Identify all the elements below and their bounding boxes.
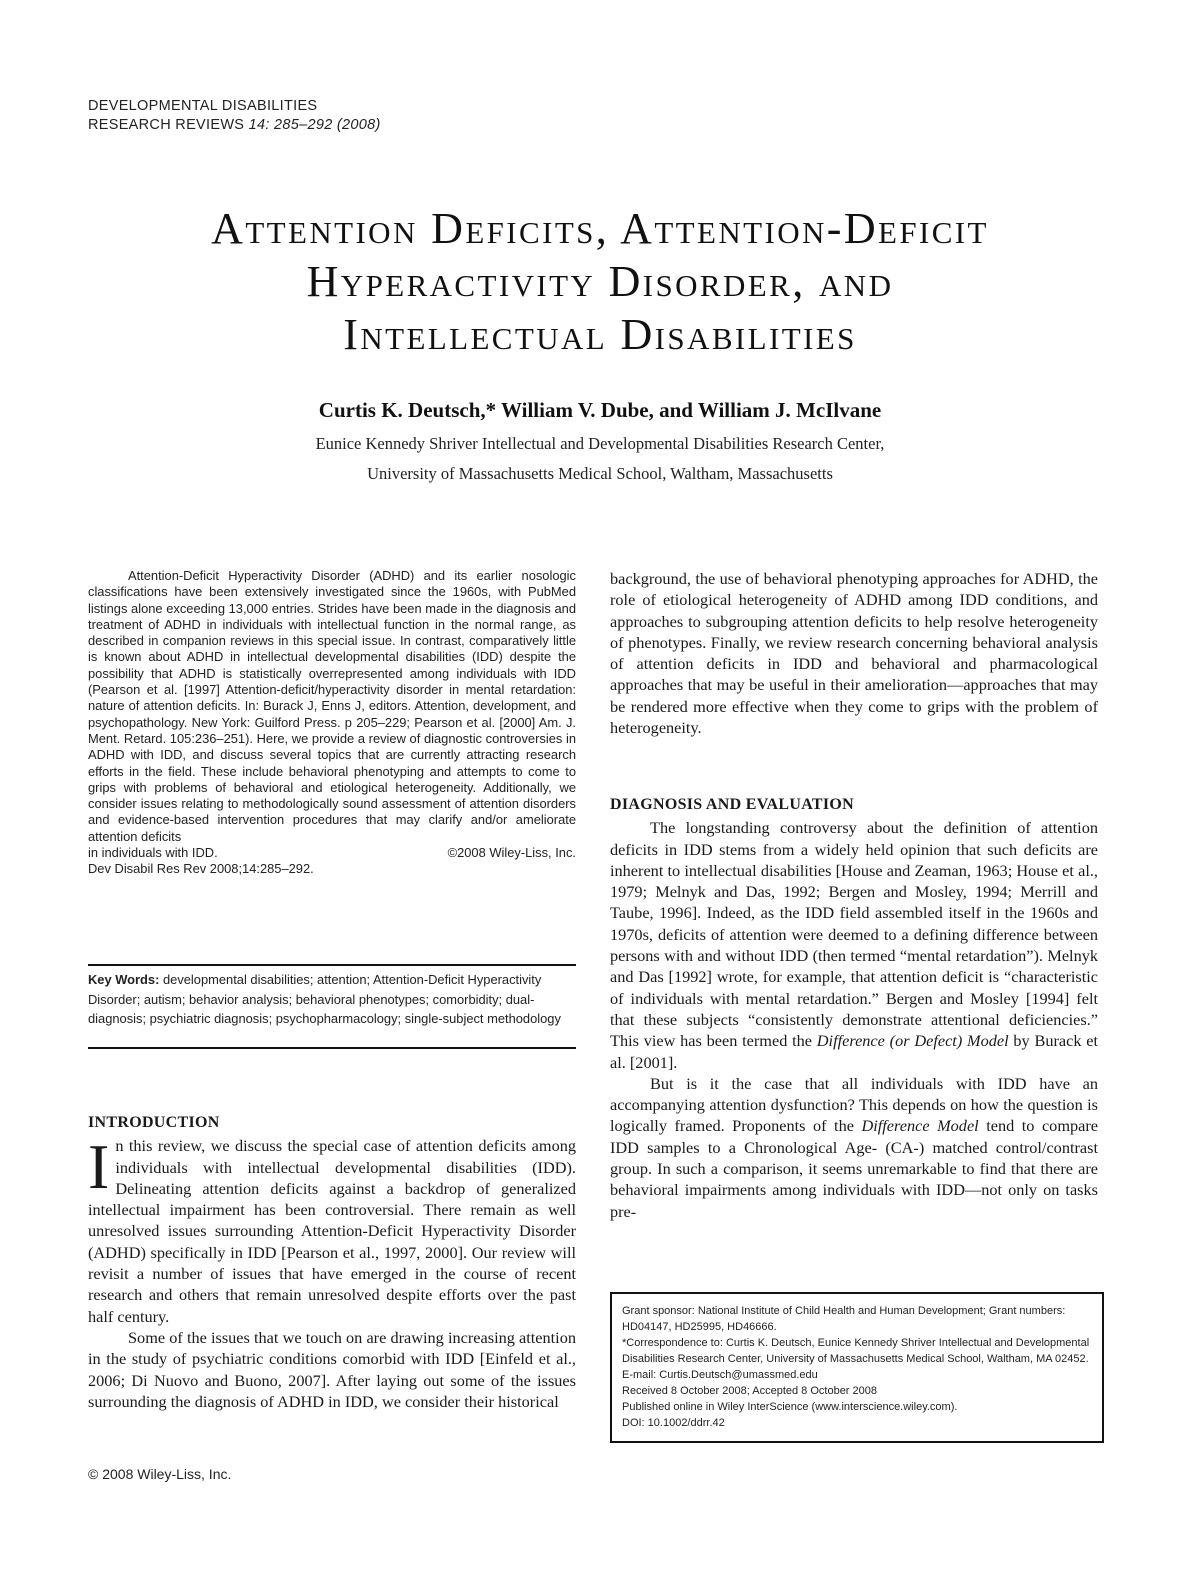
abstract-last-words: in individuals with IDD. bbox=[88, 845, 218, 861]
doi: DOI: 10.1002/ddrr.42 bbox=[622, 1417, 725, 1429]
published-online: Published online in Wiley InterScience (www.interscience.wiley.com). bbox=[622, 1401, 958, 1413]
abstract-final-line bbox=[88, 845, 576, 861]
received-date: Received 8 October 2008; Accepted 8 October 2008 bbox=[622, 1385, 877, 1397]
diagnosis-p2-emphasis: Difference Model bbox=[861, 1116, 979, 1136]
diagnosis-p1-emphasis: Difference (or Defect) Model bbox=[816, 1031, 1009, 1051]
journal-header bbox=[88, 97, 381, 135]
introduction-section bbox=[88, 1112, 576, 1412]
grant-info-box bbox=[610, 1292, 1104, 1443]
diagnosis-section bbox=[610, 794, 1098, 1222]
diagnosis-p2-part-a: But is it the case that all individuals with IDD have an accompanying attention dysfunction? This depends on how the question is logically framed. Proponents of the bbox=[610, 1073, 1098, 1136]
keywords-label: Key Words: bbox=[88, 972, 160, 987]
abstract-copyright: ©2008 Wiley-Liss, Inc. bbox=[447, 845, 576, 861]
article-title bbox=[100, 202, 1100, 361]
title-line-2: Hyperactivity Disorder, and bbox=[306, 257, 894, 306]
introduction-heading: INTRODUCTION bbox=[88, 1114, 220, 1131]
journal-series-name: RESEARCH REVIEWS bbox=[88, 117, 245, 133]
correspondence: *Correspondence to: Curtis K. Deutsch, Eunice Kennedy Shriver Intellectual and Developmental Disabilities Research Center, University of Massachusetts Medical School, Waltham, MA 02452. E-mail: Curtis.Deutsch@umassmed.edu bbox=[622, 1337, 1090, 1381]
journal-volume-ref: 14: 285–292 (2008) bbox=[248, 117, 381, 133]
diagnosis-paragraph-1 bbox=[610, 817, 1098, 1073]
keywords-text: developmental disabilities; attention; Attention-Deficit Hyperactivity Disorder; autism; behavior analysis; behavioral phenotypes; comorbidity; dual-diagnosis; psychiatric diagnosis; psychopharmacology; single-subject methodology bbox=[88, 972, 561, 1026]
diagnosis-p1-part-b: by Burack et al. [2001]. bbox=[610, 1031, 1098, 1072]
diagnosis-paragraph-2 bbox=[610, 1073, 1098, 1222]
grant-sponsor: Grant sponsor: National Institute of Child Health and Human Development; Grant numbers: HD04147, HD25995, HD46666. bbox=[622, 1305, 1066, 1333]
affiliation-line-2: University of Massachusetts Medical School, Waltham, Massachusetts bbox=[367, 464, 833, 483]
introduction-p1-text: n this review, we discuss the special case of attention deficits among individuals with intellectual developmental disabilities (IDD). Delineating attention deficits against a backdrop of generalized intellectual impairment has been controversial. There remain as well unresolved issues surrounding Attention-Deficit Hyperactivity Disorder (ADHD) specifically in IDD [Pearson et al., 1997, 2000]. Our review will revisit a number of issues that have emerged in the course of recent research and others that remain unresolved despite efforts over the past half century. bbox=[88, 1136, 576, 1326]
abstract bbox=[88, 568, 576, 878]
introduction-paragraph-1 bbox=[88, 1131, 576, 1327]
drop-cap: I bbox=[88, 1131, 110, 1203]
author-list: Curtis K. Deutsch,* William V. Dube, and William J. McIlvane bbox=[318, 398, 882, 422]
introduction-paragraph-2: Some of the issues that we touch on are drawing increasing attention in the study of psychiatric conditions comorbid with IDD [Einfeld et al., 2006; Di Nuovo and Buono, 2007]. After laying out some of the issues surrounding the diagnosis of ADHD in IDD, we consider their historical bbox=[88, 1327, 576, 1411]
diagnosis-heading: DIAGNOSIS AND EVALUATION bbox=[610, 796, 854, 813]
abstract-text: Attention-Deficit Hyperactivity Disorder (ADHD) and its earlier nosologic classifications have been extensively investigated since the 1960s, with PubMed listings alone exceeding 13,000 entries. Strides have been made in the diagnosis and treatment of ADHD in individuals with intellectual function in the normal range, as described in companion reviews in this special issue. In contrast, comparatively little is known about ADHD in intellectual developmental disabilities (IDD) despite the possibility that ADHD is statistically overrepresented among individuals with IDD (Pearson et al. [1997] Attention-deficit/hyperactivity disorder in mental retardation: nature of attention deficits. In: Burack J, Enns J, editors. Attention, development, and psychopathology. New York: Guilford Press. p 205–229; Pearson et al. [2000] Am. J. Ment. Retard. 105:236–251). Here, we provide a review of diagnostic controversies in ADHD with IDD, and discuss several topics that are currently attracting research efforts in the field. These include behavioral phenotyping and attempts to come to grips with problems of behavioral and etiological heterogeneity. Additionally, we consider issues relating to methodologically sound assessment of attention disorders and evidence-based intervention procedures that may clarify and/or ameliorate attention deficits bbox=[88, 568, 576, 844]
diagnosis-p2-part-b: tend to compare IDD samples to a Chronological Age- (CA-) matched control/contrast group. In such a comparison, it seems unremarkable to find that there are behavioral impairments among individuals with IDD—not only on tasks pre- bbox=[610, 1116, 1099, 1221]
abstract-citation: Dev Disabil Res Rev 2008;14:285–292. bbox=[88, 861, 314, 877]
journal-series bbox=[88, 116, 381, 135]
title-line-1: Attention Deficits, Attention-Deficit bbox=[211, 204, 989, 253]
diagnosis-p1-part-a: The longstanding controversy about the definition of attention deficits in IDD stems from a widely held opinion that such deficits are inherent to intellectual disabilities [House and Zeaman, 1963; House et al., 1979; Melnyk and Das, 1992; Bergen and Mosley, 1994; Merrill and Taube, 1996]. Indeed, as the IDD field assembled itself in the 1960s and 1970s, deficits of attention were deemed to a defining difference between persons with and without IDD (then termed “mental retardation”). Melnyk and Das [1992] wrote, for example, that attention deficit is “characteristic of individuals with mental retardation.” Bergen and Mosley [1994] felt that these subjects “consistently demonstrate attentional deficiencies.” This view has been termed the bbox=[610, 818, 1098, 1051]
journal-name: DEVELOPMENTAL DISABILITIES bbox=[88, 98, 318, 114]
title-line-3: Intellectual Disabilities bbox=[343, 310, 857, 359]
affiliation-line-1: Eunice Kennedy Shriver Intellectual and Developmental Disabilities Research Center, bbox=[315, 434, 885, 453]
right-column-continuation bbox=[610, 568, 1098, 738]
continuation-paragraph: background, the use of behavioral phenotyping approaches for ADHD, the role of etiological heterogeneity of ADHD among IDD conditions, and approaches to subgrouping attention deficits to help resolve heterogeneity of phenotypes. Finally, we review research concerning behavioral analysis of attention deficits in IDD and behavioral and pharmacological approaches that may be useful in their amelioration—approaches that may be rendered more effective when they come to grips with the problem of heterogeneity. bbox=[610, 569, 1098, 738]
footer-copyright: © 2008 Wiley-Liss, Inc. bbox=[88, 1466, 232, 1482]
keywords-box bbox=[88, 964, 576, 1049]
